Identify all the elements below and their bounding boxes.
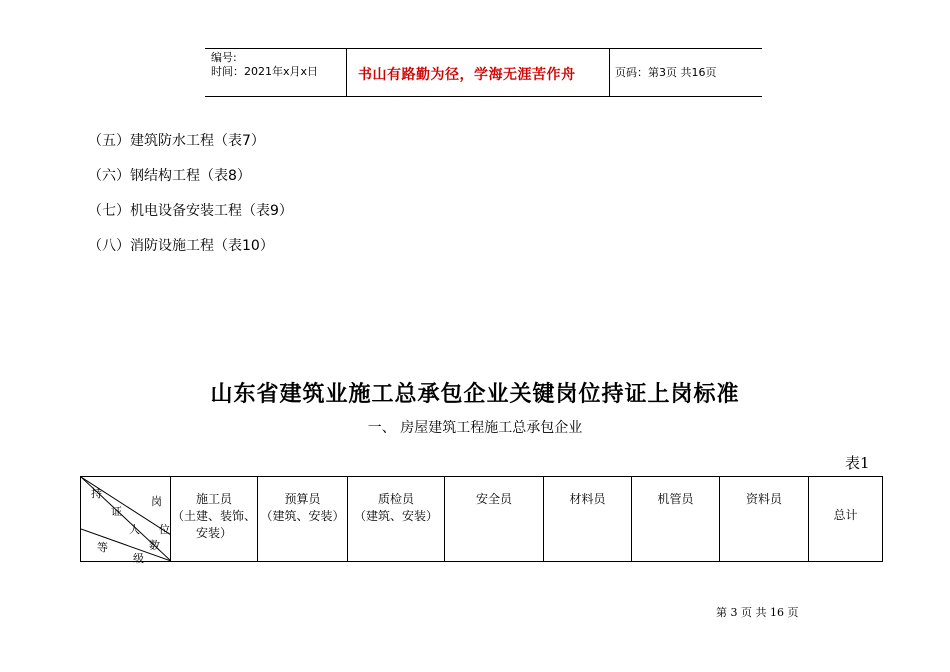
list-item: （五）建筑防水工程（表7） <box>88 133 265 149</box>
column-header-cell <box>445 477 544 562</box>
list-item: （七）机电设备安装工程（表9） <box>88 203 293 219</box>
table-header-row <box>81 477 883 562</box>
table-label: 表1 <box>845 454 870 472</box>
main-title: 山东省建筑业施工总承包企业关键岗位持证上岗标准 <box>210 381 740 407</box>
column-header-cell <box>809 477 883 562</box>
diag-char: 数 <box>149 539 160 552</box>
column-header-cell <box>632 477 720 562</box>
header-number-label: 编号: <box>211 51 237 64</box>
diag-char: 级 <box>133 552 144 565</box>
column-header-cell <box>258 477 348 562</box>
header-motto: 书山有路勤为径，学海无涯苦作舟 <box>358 67 576 83</box>
position-table <box>80 476 883 565</box>
diag-char: 证 <box>111 505 122 518</box>
diag-char: 岗 <box>151 495 162 508</box>
diag-char: 位 <box>159 523 170 536</box>
column-header-title: 材料员 <box>569 492 606 506</box>
column-header-title: 机管员 <box>657 492 694 506</box>
column-header-title: 总计 <box>833 508 858 522</box>
column-header-title: 预算员 <box>284 492 321 506</box>
column-header-title: 资料员 <box>745 492 782 506</box>
column-header-detail: （土建、装饰、 <box>171 509 256 523</box>
diag-char: 持 <box>91 487 102 500</box>
diag-char: 人 <box>129 523 140 536</box>
header-divider-left <box>346 48 347 96</box>
list-item: （八）消防设施工程（表10） <box>88 238 274 254</box>
column-header-cell <box>348 477 445 562</box>
column-header-title: 施工员 <box>195 492 232 506</box>
column-header-detail: 安装） <box>195 526 232 540</box>
column-header-detail: （建筑、安装） <box>260 509 345 523</box>
column-header-cell <box>171 477 258 562</box>
column-header-title: 安全员 <box>475 492 512 506</box>
header-bottom-rule <box>205 96 762 97</box>
page-footer: 第 3 页 共 16 页 <box>716 606 799 619</box>
list-item: （六）钢结构工程（表8） <box>88 168 251 184</box>
column-header-cell <box>544 477 632 562</box>
header-divider-right <box>609 48 610 96</box>
header-top-rule <box>205 48 762 49</box>
column-header-cell <box>720 477 809 562</box>
diag-char: 等 <box>97 541 108 554</box>
diagonal-header-cell <box>81 477 171 565</box>
subtitle: 一、 房屋建筑工程施工总承包企业 <box>367 420 583 436</box>
header-page-info: 页码：第3页 共16页 <box>615 66 717 79</box>
header-time-label: 时间：2021年x月x日 <box>211 65 319 78</box>
column-header-detail: （建筑、安装） <box>353 509 438 523</box>
column-header-title: 质检员 <box>377 492 414 506</box>
